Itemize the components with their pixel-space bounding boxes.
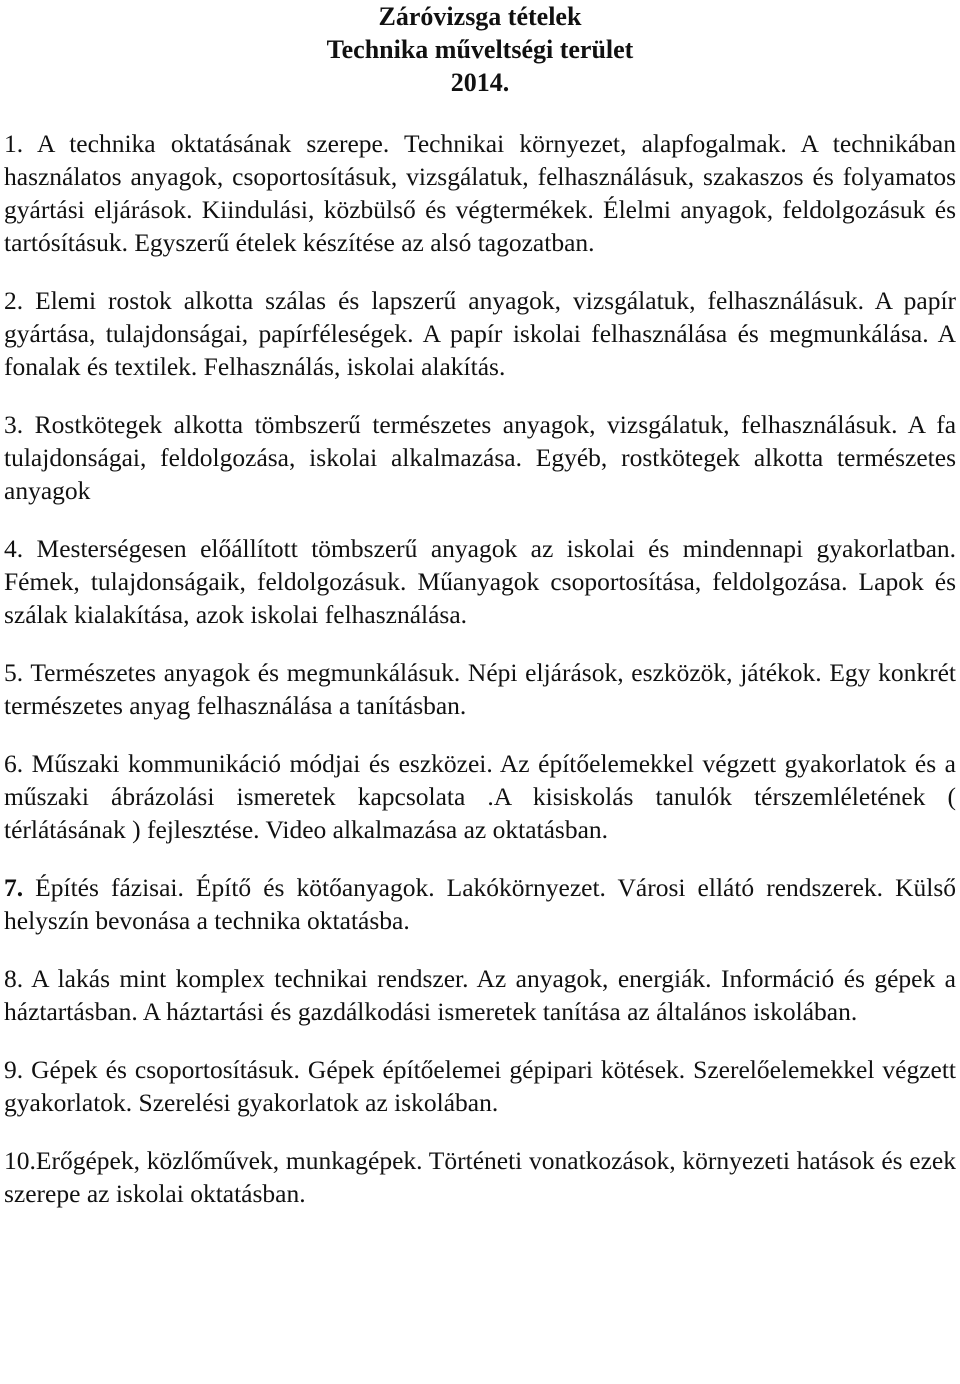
exam-item-6	[4, 747, 956, 846]
item-text: Elemi rostok alkotta szálas és lapszerű anyagok, vizsgálatuk, felhasználásuk. A papír gyártása, tulajdonságai, papírféleségek. A papír iskolai felhasználása és megmunkálása. A fonalak és textilek. Felhasználás, iskolai alakítás.	[4, 286, 957, 381]
document-page	[4, 0, 956, 1235]
exam-item-5	[4, 656, 956, 722]
item-text: Természetes anyagok és megmunkálásuk. Népi eljárások, eszközök, játékok. Egy konkrét természetes anyag felhasználása a tanításban.	[4, 658, 956, 720]
item-number: 7.	[4, 873, 24, 902]
item-number: 2.	[4, 286, 24, 315]
item-number: 4.	[4, 534, 24, 563]
item-text: A technika oktatásának szerepe. Technikai környezet, alapfogalmak. A technikában használatos anyagok, csoportosításuk, vizsgálatuk, felhasználásuk, szakaszos és folyamatos gyártási eljárások. Kiindulási, közbülső és végtermékek. Élelmi anyagok, feldolgozásuk és tartósításuk. Egyszerű ételek készítése az alsó tagozatban.	[4, 129, 956, 257]
item-text: A lakás mint komplex technikai rendszer. Az anyagok, energiák. Információ és gépek a háztartásban. A háztartási és gazdálkodási ismeretek tanítása az általános iskolában.	[4, 964, 956, 1026]
title-line-1: Záróvizsga tételek	[378, 2, 582, 31]
item-number: 10.	[4, 1146, 36, 1175]
exam-item-7	[4, 871, 956, 937]
item-number: 6.	[4, 749, 24, 778]
item-number: 1.	[4, 129, 24, 158]
exam-item-10	[4, 1144, 956, 1210]
exam-item-2	[4, 284, 956, 383]
item-text: Rostkötegek alkotta tömbszerű természetes anyagok, vizsgálatuk, felhasználásuk. A fa tulajdonságai, feldolgozása, iskolai alkalmazása. Egyéb, rostkötegek alkotta természetes anyagok	[4, 410, 957, 505]
title-line-3: 2014.	[450, 68, 510, 97]
item-text: Erőgépek, közlőművek, munkagépek. Történeti vonatkozások, környezeti hatások és ezek szerepe az iskolai oktatásban.	[4, 1146, 956, 1208]
item-number: 9.	[4, 1055, 24, 1084]
item-text: Gépek és csoportosításuk. Gépek építőelemei gépipari kötések. Szerelőelemekkel végzett gyakorlatok. Szerelési gyakorlatok az iskolában.	[4, 1055, 957, 1117]
item-text: Építés fázisai. Építő és kötőanyagok. Lakókörnyezet. Városi ellátó rendszerek. Külső helyszín bevonása a technika oktatásba.	[4, 873, 956, 935]
title-line-2: Technika műveltségi terület	[326, 35, 634, 64]
item-text: Mesterségesen előállított tömbszerű anyagok az iskolai és mindennapi gyakorlatban. Fémek, tulajdonságaik, feldolgozásuk. Műanyagok csoportosítása, feldolgozása. Lapok és szálak kialakítása, azok iskolai felhasználása.	[4, 534, 957, 629]
document-title	[4, 0, 956, 99]
item-number: 5.	[4, 658, 24, 687]
exam-item-3	[4, 408, 956, 507]
item-number: 3.	[4, 410, 24, 439]
item-number: 8.	[4, 964, 24, 993]
exam-item-1	[4, 127, 956, 259]
exam-item-9	[4, 1053, 956, 1119]
exam-item-4	[4, 532, 956, 631]
item-text: Műszaki kommunikáció módjai és eszközei. Az építőelemekkel végzett gyakorlatok és a műszaki ábrázolási ismeretek kapcsolata .A kisiskolás tanulók térszemléletének ( térlátásának ) fejlesztése. Video alkalmazása az oktatásban.	[4, 749, 956, 844]
exam-item-8	[4, 962, 956, 1028]
